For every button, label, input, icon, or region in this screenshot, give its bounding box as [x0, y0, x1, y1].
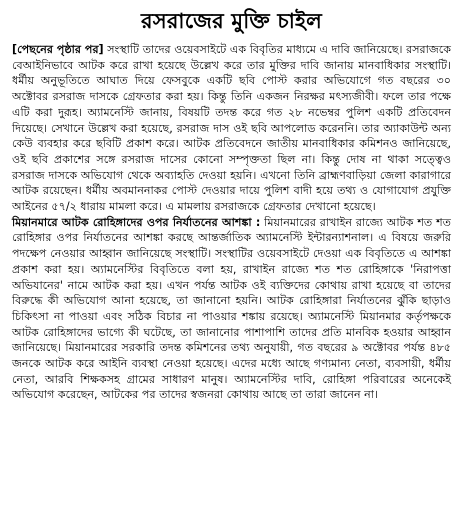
paragraph-1: [12, 42, 451, 215]
subheading: মিয়ানমারে আটক রোহিঙ্গাদের ওপর নির্যাতনের আশঙ্কা :: [12, 215, 261, 229]
paragraph-1-text: সংস্থাটি তাদের ওয়েবসাইটে এক বিবৃতির মাধ্যমে এ দাবি জানিয়েছে। রসরাজকে বেআইনিভাবে আটক করে রাখা হয়েছে উল্লেখ করে তার মুক্তির দাবি জানায় মানবাধিকার সংস্থাটি। ধর্মীয় অনুভূতিতে আঘাত দিয়ে ফেসবুকে একটি ছবি পোস্ট করার অভিযোগে গত বছরের ৩০ অক্টোবর রসরাজ দাসকে গ্রেফতার করা হয়। কিন্তু তিনি একজন নিরক্ষর মৎস্যজীবী। ফলে তার পক্ষে এটি করা দুরূহ। অ্যামনেস্টি জানায়, বিষয়টি তদন্ত করে গত ২৮ নভেম্বর পুলিশ একটি প্রতিবেদন দিয়েছে। সেখানে উল্লেখ করা হয়েছে, রসরাজ দাস ওই ছবি আপলোড করেননি। তার অ্যাকাউন্ট অন্য কেউ ব্যবহার করে ছবিটি প্রকাশ করে। আটক প্রতিবেদনে জাতীয় মানবাধিকার কমিশনও জানিয়েছে, ওই ছবি প্রকাশের সঙ্গে রসরাজ দাসের কোনো সম্পৃক্ততা ছিল না। কিন্তু দোষ না থাকা সত্ত্বেও রসরাজ দাসকে অভিযোগ থেকে অব্যাহতি দেওয়া হয়নি। এখনো তিনি ব্রাহ্মণবাড়িয়া জেলা কারাগারে আটক রয়েছেন। ধর্মীয় অবমাননাকর পোস্ট দেওয়ার দায়ে পুলিশ বাদী হয়ে তথ্য ও যোগাযোগ প্রযুক্তি আইনের ৫৭/২ ধারায় মামলা করে। এ মামলায় রসরাজকে গ্রেফতার দেখানো হয়েছে।: [12, 43, 451, 214]
headline: রসরাজের মুক্তি চাইল: [141, 9, 322, 33]
paragraph-2: [12, 215, 451, 403]
continuation-marker: [পেছনের পৃষ্ঠার পর]: [12, 43, 104, 56]
paragraph-2-text: মিয়ানমারের রাখাইন রাজ্যে আটক শত শত রোহিঙ্গার ওপর নির্যাতনের আশঙ্কা করছে আন্তর্জাতিক অ্যামনেস্টি ইন্টারন্যাশনাল। এ বিষয়ে জরুরি পদক্ষেপ নেওয়ার আহ্বান জানিয়েছে সংস্থাটি। সংস্থাটির ওয়েবসাইটে দেওয়া এক বিবৃতিতে এ আশঙ্কা প্রকাশ করা হয়। অ্যামনেস্টির বিবৃতিতে বলা হয়, রাখাইন রাজ্যে শত শত রোহিঙ্গাকে 'নিরাপত্তা অভিযানের' নামে আটক করা হয়। এখন পর্যন্ত আটক ওই ব্যক্তিদের কোথায় রাখা হয়েছে বা তাদের বিরুদ্ধে কী অভিযোগ আনা হয়েছে, তা জানানো হয়নি। আটক রোহিঙ্গারা নির্যাতনের ঝুঁকি ছাড়াও চিকিৎসা না পাওয়া এবং সঠিক বিচার না পাওয়ার শঙ্কায় রয়েছে। অ্যামনেস্টি মিয়ানমার কর্তৃপক্ষকে আটক রোহিঙ্গাদের ভাগ্যে কী ঘটেছে, তা জানানোর পাশাপাশি তাদের প্রতি মানবিক হওয়ার আহ্বান জানিয়েছে। মিয়ানমারের সরকারি তদন্ত কমিশনের তথ্য অনুযায়ী, গত বছরের ৯ অক্টোবর পর্যন্ত ৪৮৫ জনকে আটক করে আইনি ব্যবস্থা নেওয়া হয়েছে। এদের মধ্যে আছে গণ্যমান্য নেতা, ব্যবসায়ী, ধর্মীয় নেতা, আরবি শিক্ষকসহ গ্রামের সাধারণ মানুষ। অ্যামনেস্টির দাবি, রোহিঙ্গা পরিবারের অনেকেই অভিযোগ করেছেন, আটকের পর তাদের স্বজনরা কোথায় আছে তা তারা জানেন না।: [12, 215, 451, 402]
